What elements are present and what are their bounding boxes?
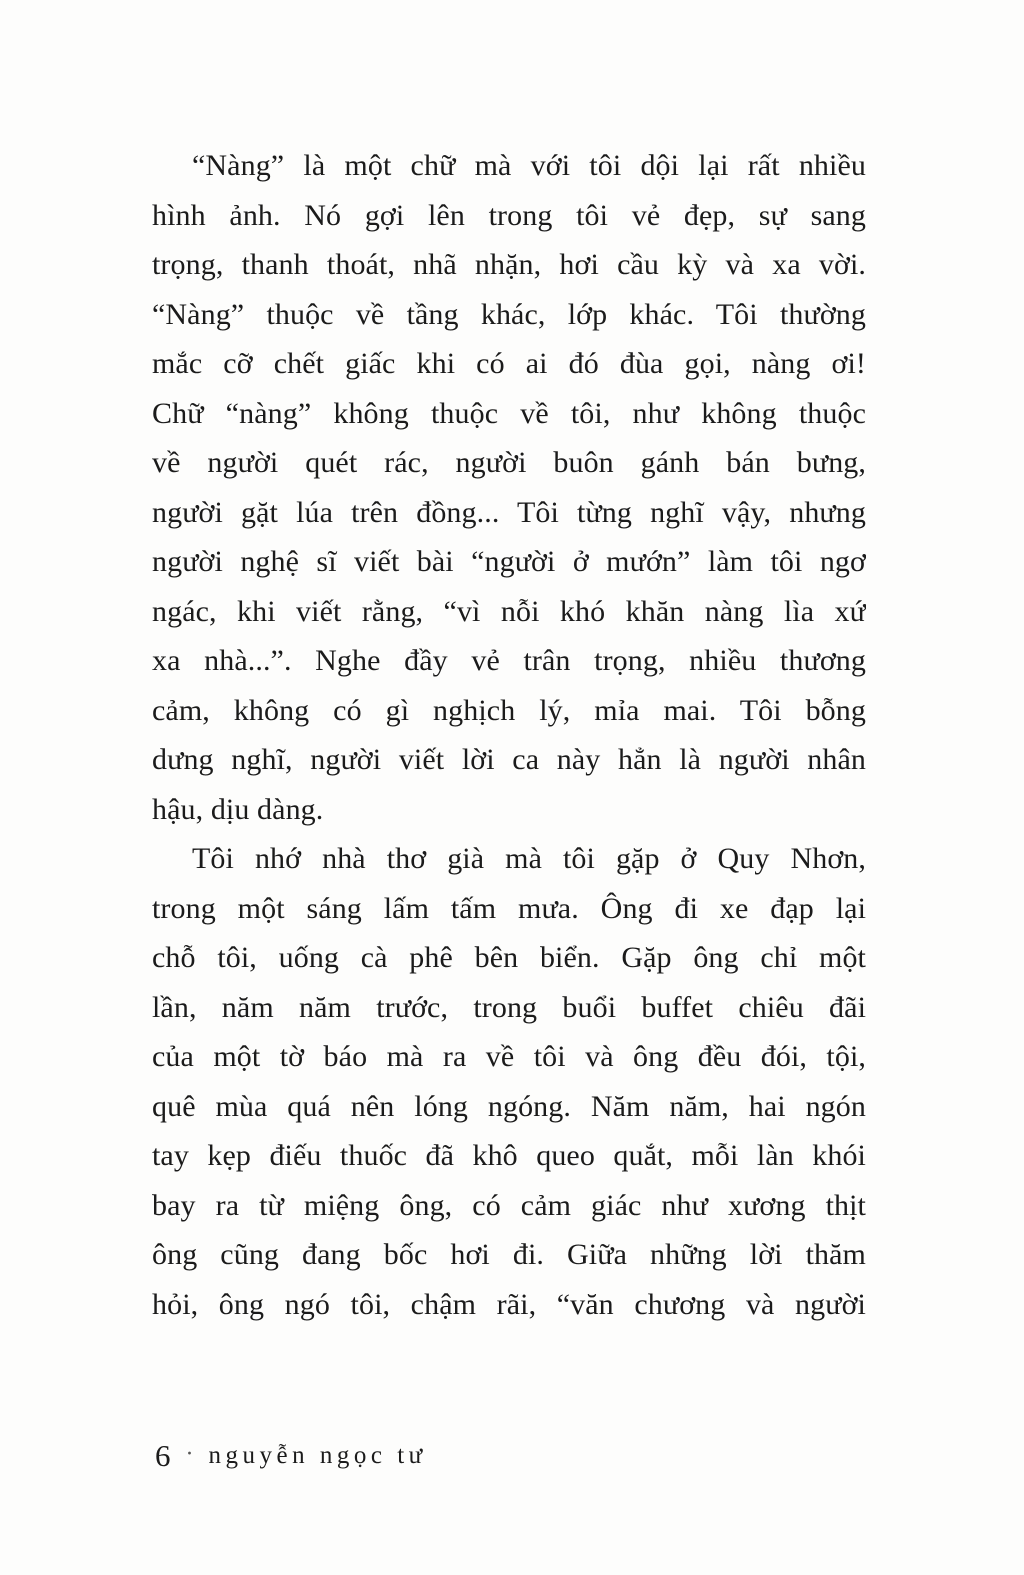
text-line: Chữ “nàng” không thuộc về tôi, như không thuộc <box>152 396 866 430</box>
text-line: lần, năm năm trước, trong buổi buffet chiêu đãi <box>152 990 866 1024</box>
text-line: chỗ tôi, uống cà phê bên biển. Gặp ông chỉ một <box>152 941 866 974</box>
text-line: tay kẹp điếu thuốc đã khô queo quắt, mỗi làn khói <box>152 1139 866 1172</box>
text-line: người gặt lúa trên đồng... Tôi từng nghĩ vậy, nhưng <box>152 495 866 529</box>
page-footer <box>155 1438 427 1474</box>
text-line: hình ảnh. Nó gợi lên trong tôi vẻ đẹp, sự sang <box>152 198 866 232</box>
text-line: ngác, khi viết rằng, “vì nỗi khó khăn nàng lìa xứ <box>152 594 866 628</box>
text-line: về người quét rác, người buôn gánh bán bưng, <box>152 446 866 479</box>
text-line: ông cũng đang bốc hơi đi. Giữa những lời thăm <box>152 1238 866 1271</box>
text-line: hậu, dịu dàng. <box>152 792 324 826</box>
text-line: “Nàng” thuộc về tầng khác, lớp khác. Tôi thường <box>152 297 866 331</box>
text-line: của một tờ báo mà ra về tôi và ông đều đói, tội, <box>152 1040 866 1073</box>
text-line: người nghệ sĩ viết bài “người ở mướn” làm tôi ngơ <box>152 545 866 578</box>
footer-separator-dot: · <box>185 1441 194 1467</box>
body-text <box>152 141 866 1329</box>
text-line: quê mùa quá nên lóng ngóng. Năm năm, hai ngón <box>152 1089 866 1123</box>
text-line: dưng nghĩ, người viết lời ca này hẳn là người nhân <box>152 743 866 776</box>
text-line: trọng, thanh thoát, nhã nhặn, hơi cầu kỳ và xa vời. <box>152 248 866 281</box>
text-line: bay ra từ miệng ông, có cảm giác như xương thịt <box>152 1188 866 1222</box>
page-number: 6 <box>155 1438 171 1473</box>
text-line: trong một sáng lấm tấm mưa. Ông đi xe đạp lại <box>152 891 866 925</box>
text-line: mắc cỡ chết giấc khi có ai đó đùa gọi, nàng ơi! <box>152 347 866 380</box>
text-line: “Nàng” là một chữ mà với tôi dội lại rất nhiều <box>192 149 866 182</box>
text-line: Tôi nhớ nhà thơ già mà tôi gặp ở Quy Nhơn, <box>192 842 866 875</box>
author-name: nguyễn ngọc tư <box>208 1442 427 1469</box>
text-line: cảm, không có gì nghịch lý, mỉa mai. Tôi bỗng <box>152 693 866 727</box>
text-line: xa nhà...”. Nghe đầy vẻ trân trọng, nhiều thương <box>152 644 866 677</box>
text-line: hỏi, ông ngó tôi, chậm rãi, “văn chương và người <box>152 1287 866 1321</box>
